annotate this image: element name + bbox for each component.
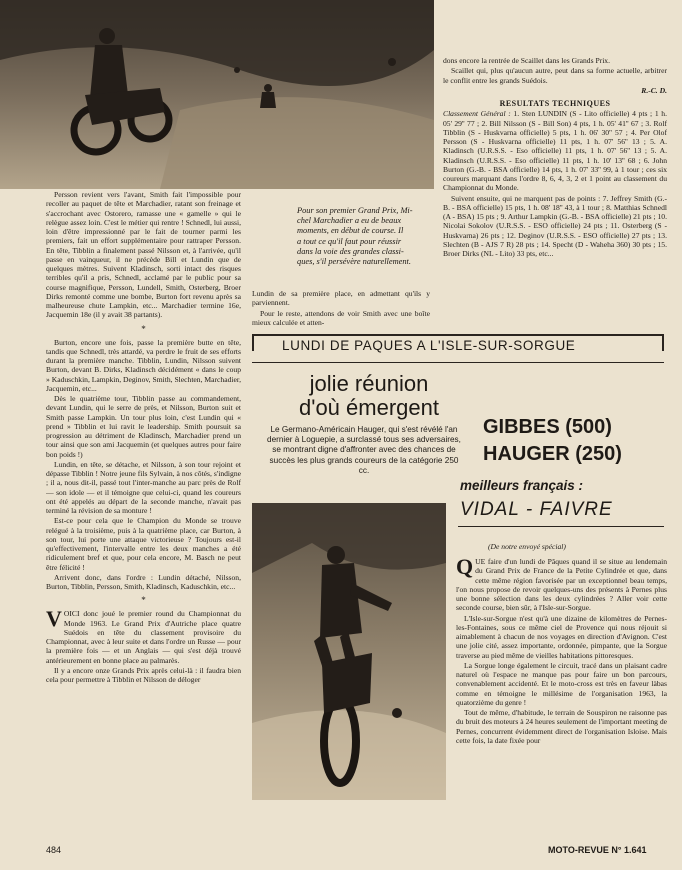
paragraph: Il y a encore onze Grands Prix après celui-là : il faudra bien cela pour permettre à Tibblin et Nilsson de déloger [46, 665, 241, 684]
paragraph: L'Isle-sur-Sorgue n'est qu'à une dizaine de kilomètres de Pernes-les-Fontaines, sous ce même ciel de Provence qui nous réjouit si aimablement à chacun de nos voyages en direction d'Avignon. C'est une jolie cité, assez importante, ordonnée, pimpante, que la Sorgue traverse au pied même de vieilles habitations pittoresques. [456, 613, 667, 660]
drop-cap: Q [456, 557, 474, 579]
article-column-1 [46, 190, 241, 842]
paragraph: Persson revient vers l'avant, Smith fait l'impossible pour recoller au paquet de tête et Marchadier, ratant son freinage et s'accrochant avec Ostorero, ramasse une « gamelle » qui le relègue assez loin. C'est le métier qui rentre ! Schnedl, lui aussi, loin d'être impressionné par le fait de tourner parmi les premiers, fait un effort supplémentaire pour rattraper Persson. En tête, Tibblin a finalement passé Nilsson et, à l'arrivée, qu'il passe en vainqueur, il ne précède Bill et Lundin que de quelques mètres. Suivent Kladinsch, sorti intact des risques terribles qu'il a pris, Schnedl, acclamé par le public pour sa course magnifique, Persson, Lundell, Smith, Osterberg, Broer Dirks remonté comme une bombe, Burton fort revenu après sa malheureuse chute Lampkin, etc... Marchadier termine 16e, Jacquemin 18e (il y avait 38 partants). [46, 190, 241, 320]
caption-line: chel Marchadier a eu de beaux [297, 216, 402, 226]
paragraph: Tout de même, d'habitude, le terrain de Souspiron ne raisonne pas du bruit des moteurs à 24 heures seulement de l'important meeting de Pernes, concurrent évidemment direct de l'organisation Isloise. Mais cette fois, la date fixée pour [456, 708, 667, 745]
paragraph: Est-ce pour cela que le Champion du Monde se trouve relégué à la troisième, puis à la quatrième place, car Burton, à son tour, lui porte une attaque victorieuse ? Toujours est-il qu'effectivement, l'intervalle entre les deux manches a été ridiculement bref et que, pour cela encore, M. Basch ne peut être félicité ! [46, 516, 241, 572]
best-french-names: VIDAL - FAIVRE [460, 499, 613, 520]
caption-line: ques, s'il persévère naturellement. [297, 257, 411, 267]
headline-right-rule [662, 334, 664, 351]
winner-250: HAUGER (250) [483, 443, 622, 465]
results-paragraph: Classement Général : 1. Sten LUNDIN (S - Lito officielle) 4 pts ; 1 h. 05' 29'' 77 ; 2. Bill Nilsson (S - Bill Son) 4 pts, 1 h. 05' 41'' 67 ; 3. Rolf Tibblin (S - Huskvarna officielle) 5 pts, 1 h. 06' 30'' 57 ; 4. Per Olof Persson (S - Huskvarna officielle) 11 pts, 1 h. 07' 56'' 13 ; 5. A. Kladinsch (U.R.S.S. - Eso officielle) 11 pts, 1 h. 07' 56'' 13 ; 5. A. Kladinsch (U.R.S.S. - Eso officielle) 11 pts, 1 h. 10' 13'' 68 ; 6. John Burton (G.-B. - BSA officielle) 14 pts, 1 h. 07' 33'' 99, à 1 tour ; ces six coureurs marquant dans l'ordre 8, 6, 4, 3, 2 et 1 point au classement du Championnat du Monde. [443, 109, 667, 193]
paragraph: Dès le quatrième tour, Tibblin passe au commandement, devant Lundin, qui le serre de près, et Nilsson, Burton suit et Smith passe Lampkin. Un tour plus loin, c'est Lundin qui « prend » Tibblin et lui ravit le leadership. Smith poursuit sa progression au détriment de Kladinsch, Marchadier prend un tour ainsi que son ami Jacquemin (et quelques autres pour faire bon poids !) [46, 394, 241, 459]
headline-kicker: LUNDI DE PAQUES A L'ISLE-SUR-SORGUE [282, 338, 576, 353]
article-column-2 [252, 289, 430, 329]
names-underline [458, 526, 664, 527]
headline-left-rule [252, 334, 254, 351]
caption-line: Pour son premier Grand Prix, Mi- [297, 206, 413, 215]
headline-kicker-rule [252, 362, 664, 363]
paragraph: Pour le reste, attendons de voir Smith avec une boîte mieux calculée et atten- [252, 308, 430, 327]
motocross-photo-top [0, 0, 434, 189]
winner-500: GIBBES (500) [483, 416, 612, 438]
headline-line-1: jolie réunion [309, 371, 429, 396]
drop-cap: V [46, 606, 62, 632]
paragraph: Lundin, en tête, se détache, et Nilsson, à son tour rejoint et dépasse Tibblin ! Notre jeune fils Sylvain, à nos côtés, s'indigne ; il a, nous dit-il, passé tout l'inter-manche au parc près de Rolf — son idole — et il témoigne que celui-ci, quand les coureurs ont été appelés au départ de la seconde manche, n'avait pas terminé la révision de sa monture ! [46, 459, 241, 515]
magazine-issue: MOTO-REVUE N° 1.641 [548, 845, 647, 855]
article-column-4 [456, 557, 667, 842]
caption-line: a tout ce qu'il faut pour réussir [297, 236, 402, 246]
headline-top-rule [252, 334, 664, 336]
section-separator: * [141, 323, 146, 334]
paragraph: Lundin de sa première place, en admettant qu'ils y parviennent. [252, 289, 430, 308]
paragraph-dropcap: QUE faire d'un lundi de Pâques quand il se situe au lendemain du Grand Prix de France de la Petite Cylindrée et que, dans cette même région favorisée par un exceptionnel beau temps, l'on nous propose de revoir quelques-uns des présents à Pernes plus une bonne sélection dans les deux cylindrées ? Aller voir cette seconde course, bien sûr, à l'Isle-sur-Sorgue. [456, 557, 667, 613]
headline-intro: Le Germano-Américain Hauger, qui s'est révélé l'an dernier à Loguepie, a surclassé tous ses adversaires, se montrant digne d'affronter avec des chances de succès les plus grands coureurs de la catégorie 250 cc. [267, 425, 461, 475]
results-paragraph: Suivent ensuite, qui ne marquent pas de points : 7. Jeffrey Smith (G.-B. - BSA officielle) 15 pts, 1 h. 08' 18'' 43, à 1 tour ; 8. Matthias Schnedl (A - BSA) 15 pts ; 9. Arthur Lampkin (G.-B. - BSA officielle) 21 pts ; 10. Nicolai Sokolov (U.R.S.S. - ESO officielle) 24 pts ; 11. Osterberg (S - Huskvarna) 26 pts ; 12. Deginov (U.R.S.S. - ESO officielle) 27 pts ; 13. Slechten (B - AJS 7 R) 28 pts ; 14. Specht (D - Waheha 360) 30 pts ; 15. Broer Dirks (NL - Lito) 33 pts, etc... [443, 193, 667, 258]
best-french-label: meilleurs français : [460, 478, 584, 493]
paragraph: La Sorgue longe également le circuit, tracé dans un plaisant cadre naturel où l'espace ne manque pas pour faire un bon parcours, convenablement accidenté. Et le moto-cross est très en faveur làbas comme en témoigne le millésime de l'organisation 1963, la quatorzième du genre ! [456, 660, 667, 707]
headline-line-2: d'où émergent [299, 395, 439, 420]
article-column-3 [443, 56, 667, 328]
paragraph: Scaillet qui, plus qu'aucun autre, peut dans sa forme actuelle, arbitrer le conflit entre les grands Suédois. [443, 66, 667, 85]
caption-line: moments, en début de course. Il [297, 226, 404, 236]
motocross-photo-bottom [252, 503, 446, 800]
author-signature: R.-C. D. [641, 85, 667, 95]
results-heading: RESULTATS TECHNIQUES [499, 99, 611, 108]
paragraph-dropcap: VOICI donc joué le premier round du Championnat du Monde 1963. Le Grand Prix d'Autriche place quatre Suédois en tête du classement provisoire du Championnat, avec à leur suite et dans l'ordre un Russe — pour la première fois — et un Anglais — qui s'est déjà trouvé antérieurement en bonne place au palmarès. [46, 606, 241, 665]
section-separator: * [141, 595, 146, 606]
page-number: 484 [46, 845, 62, 855]
paragraph: Arrivent donc, dans l'ordre : Lundin détaché, Nilsson, Burton, Tibblin, Persson, Smith, Kladinsch, Kaduschkin, etc... [46, 572, 241, 591]
envoy-note: (De notre envoyé spécial) [488, 542, 566, 551]
paragraph: dons encore la rentrée de Scaillet dans les Grands Prix. [443, 56, 611, 65]
photo-caption [297, 206, 427, 267]
caption-line: dans la voie des grandes classi- [297, 246, 404, 256]
paragraph: Burton, encore une fois, passe la première butte en tête, tandis que Schnedl, très attardé, va perdre le fruit de ses efforts durant la première manche. Tibblin, Lundin, Nilsson suivent Burton, devant B. Dirks, Kladinsch décidément « dans le coup » Kaduschkin, Lampkin, Deginov, Smith, Slechten, Marchadier, Jacquemin, etc... [46, 337, 241, 393]
